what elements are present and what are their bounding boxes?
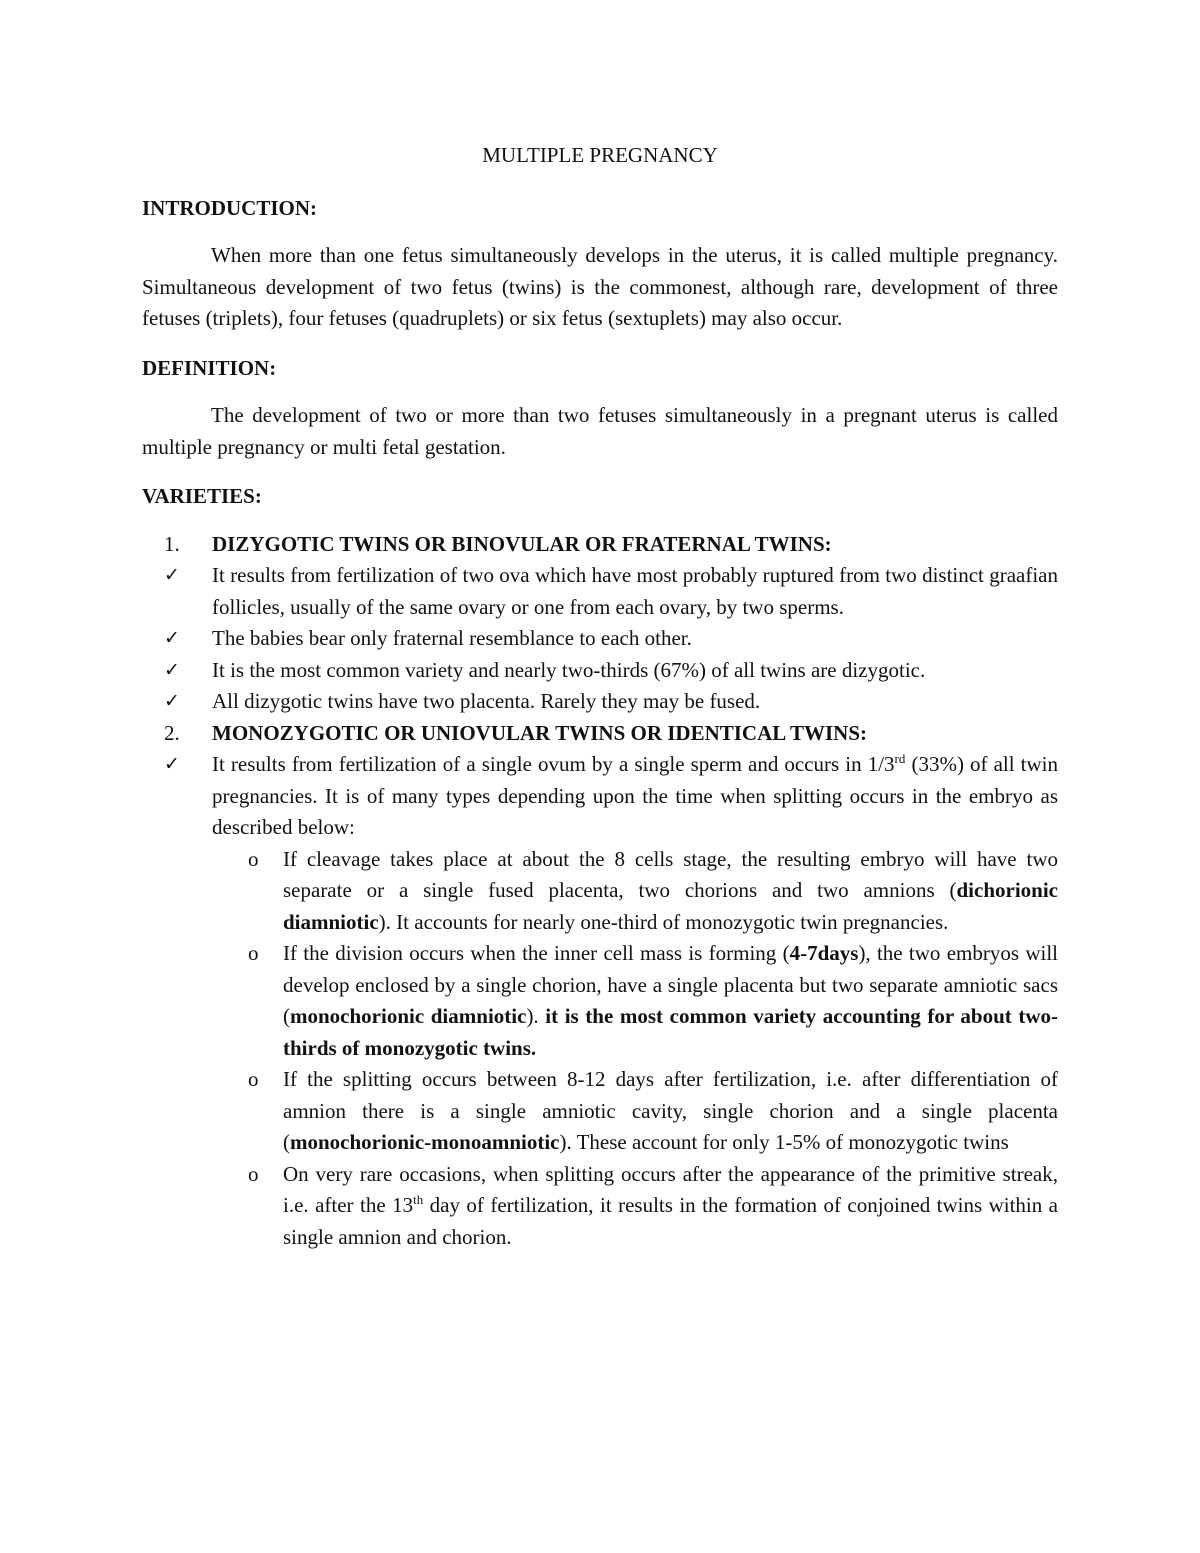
sub-item-text-part: If the splitting occurs between 8-12 days after fertilization, i.e. after differentiation of amnion there is a single amniotic cavity, single chorion and a single placenta ( [283,1067,1058,1154]
list-number: 2. [164,720,180,745]
ordinal-superscript: th [413,1192,424,1207]
definition-heading: DEFINITION: [142,355,277,380]
bullet-circle-icon: o [248,846,259,871]
sub-item-text-part: On very rare occasions, when splitting occurs after the appearance of the primitive streak, i.e. after the 13 [283,1161,1058,1217]
sub-item-text-part: ), the two embryos will develop enclosed by a single chorion, have a single placenta but two separate amniotic sacs ( [283,941,1058,1028]
sub-list-item [142,1159,1058,1254]
checkmark-icon: ✓ [164,690,180,712]
list-item-text-part: It results from fertilization of a single ovum by a single sperm and occurs in 1/3 [212,752,895,776]
bullet-circle-icon: o [248,1161,259,1186]
sub-item-text-part: ). It accounts for nearly one-third of monozygotic twin pregnancies. [378,909,949,934]
checkmark-icon: ✓ [164,627,180,649]
sub-item-bold-term: dichorionic diamniotic [283,878,1058,934]
checkmark-icon: ✓ [164,658,180,681]
monozygotic-title-row [142,718,1058,750]
introduction-paragraph: When more than one fetus simultaneously develops in the uterus, it is called multiple pregnancy. Simultaneous development of two fetus (twins) is the commonest, although rare, development of three fetuses (triplets), four fetuses (quadruplets) or six fetus (sextuplets) may also occur. [142,243,1058,330]
sub-item-bold-sentence: it is the most common variety accounting for about two-thirds of monozygotic twins. [283,1004,1058,1060]
sub-item-text-part: If the division occurs when the inner cell mass is forming ( [283,941,790,965]
document-title: MULTIPLE PREGNANCY [482,143,718,167]
varieties-heading: VARIETIES: [142,484,262,508]
sub-item-text-part: day of fertilization, it results in the formation of conjoined twins within a single amnion and chorion. [283,1193,1058,1249]
checkmark-icon: ✓ [164,753,180,775]
sub-item-text-part: ). These account for only 1-5% of monozygotic twins [559,1130,1009,1154]
list-item [142,655,1058,687]
list-item [142,560,1058,623]
sub-item-text-part: ). [526,1004,546,1028]
sub-item-bold-term: monochorionic diamniotic [290,1004,527,1028]
sub-item-bold-term: monochorionic-monoamniotic [290,1130,560,1154]
sub-item-text-part: If cleavage takes place at about the 8 cells stage, the resulting embryo will have two separate or a single fused placenta, two chorions and two amnions ( [283,846,1058,902]
sub-list-item [142,844,1058,939]
dizygotic-title: DIZYGOTIC TWINS OR BINOVULAR OR FRATERNAL TWINS: [212,531,832,556]
list-item-text: All dizygotic twins have two placenta. Rarely they may be fused. [212,689,761,713]
ordinal-superscript: rd [894,751,906,766]
varieties-list [142,529,1058,1254]
definition-paragraph: The development of two or more than two fetuses simultaneously in a pregnant uterus is called multiple pregnancy or multi fetal gestation. [142,403,1058,459]
sub-item-bold-term: 4-7days [789,941,859,965]
document-page [142,140,1058,1253]
list-item [142,749,1058,844]
list-item-text: It results from fertilization of two ova which have most probably ruptured from two distinct graafian follicles, usually of the same ovary or one from each ovary, by two sperms. [212,563,1058,619]
checkmark-icon: ✓ [164,564,180,586]
list-item [142,623,1058,655]
list-item-text-part: (33%) of all twin pregnancies. It is of many types depending upon the time when splitting occurs in the embryo as described below: [212,752,1059,839]
list-item-text: The babies bear only fraternal resemblance to each other. [212,626,692,650]
bullet-circle-icon: o [248,941,259,965]
list-item-text: It is the most common variety and nearly two-thirds (67%) of all twins are dizygotic. [212,657,926,682]
list-item [142,686,1058,718]
sub-list-item [142,1064,1058,1159]
dizygotic-title-row [142,529,1058,561]
sub-list-item [142,938,1058,1064]
introduction-heading: INTRODUCTION: [142,195,318,220]
bullet-circle-icon: o [248,1067,259,1091]
monozygotic-title: MONOZYGOTIC OR UNIOVULAR TWINS OR IDENTICAL TWINS: [212,720,867,745]
list-number: 1. [164,531,180,556]
